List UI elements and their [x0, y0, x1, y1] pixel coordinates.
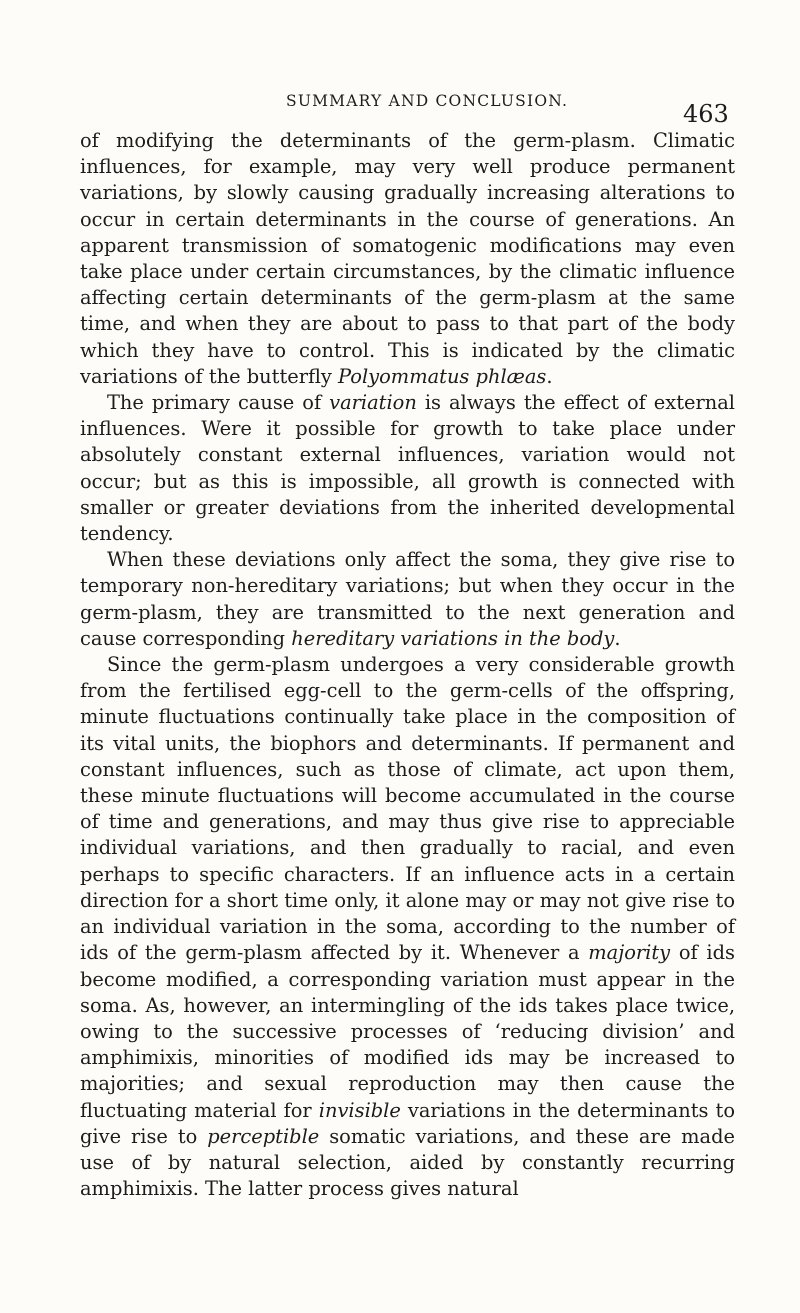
text-run: variations in the determinants to give rise to — [80, 1098, 736, 1148]
body-text — [80, 128, 735, 1202]
emphasis: hereditary variations in the body — [291, 626, 615, 650]
text-run: When these deviations only affect the soma, they give rise to temporary non-hereditary variations; but when they occur in the germ-plasm, they are transmitted to the next generation and cause corresponding — [80, 548, 735, 650]
paragraph-1 — [80, 128, 735, 390]
page-number: 463 — [683, 100, 729, 128]
text-run: Since the germ-plasm undergoes a very considerable growth from the fertilised egg-cell to the germ-cells of the offspring, minute fluctuations continually take place in the composition of its vital units, the biophors and determinants. If permanent and constant influences, such as those of climate, act upon them, these minute fluctuations will become accumulated in the course of time and generations, and may thus give rise to appreciable individual variations, and then gradually to racial, and even perhaps to specific characters. If an influence acts in a certain direction for a short time only, it alone may or may not give rise to an individual variation in the soma, according to the number of ids of the germ-plasm affected by it. Whenever a — [80, 653, 735, 965]
emphasis: majority — [588, 941, 671, 965]
species-name: Polyommatus phlæas — [338, 364, 547, 388]
text-run: of modifying the determinants of the germ-plasm. Climatic influences, for example, may very well produce permanent variations, by slowly causing gradually increasing alterations to occur in certain determinants in the course of generations. An apparent transmission of somatogenic modifications may even take place under certain circumstances, by the climatic influence affecting certain determinants of the germ-plasm at the same time, and when they are about to pass to that part of the body which they have to control. This is indicated by the climatic variations of the butterfly — [80, 129, 735, 388]
paragraph-3 — [80, 547, 735, 652]
text-run: somatic variations, and these are made use of by natural selection, aided by constantly recurring amphimixis. The latter process gives natural — [80, 1124, 735, 1201]
text-run: is always the effect of external influences. Were it possible for growth to take place under absolutely constant external influences, variation would not occur; but as this is impossible, all growth is connected with smaller or greater deviations from the inherited developmental tendency. — [80, 391, 735, 546]
text-run: The primary cause of — [107, 391, 330, 415]
text-run: . — [546, 364, 553, 388]
running-head: SUMMARY AND CONCLUSION. — [286, 92, 569, 110]
paragraph-4 — [80, 652, 735, 1202]
emphasis: perceptible — [207, 1124, 320, 1148]
text-run: of ids become modified, a corresponding variation must appear in the soma. As, however, an intermingling of the ids takes place twice, owing to the successive processes of ‘reducing division’ and amphimixis, minorities of modified ids may be increased to majorities; and sexual reproduction may then cause the fluctuating material for — [80, 941, 736, 1122]
emphasis: variation — [329, 391, 417, 415]
paragraph-2 — [80, 390, 735, 547]
text-run: . — [614, 626, 621, 650]
emphasis: invisible — [318, 1098, 401, 1122]
